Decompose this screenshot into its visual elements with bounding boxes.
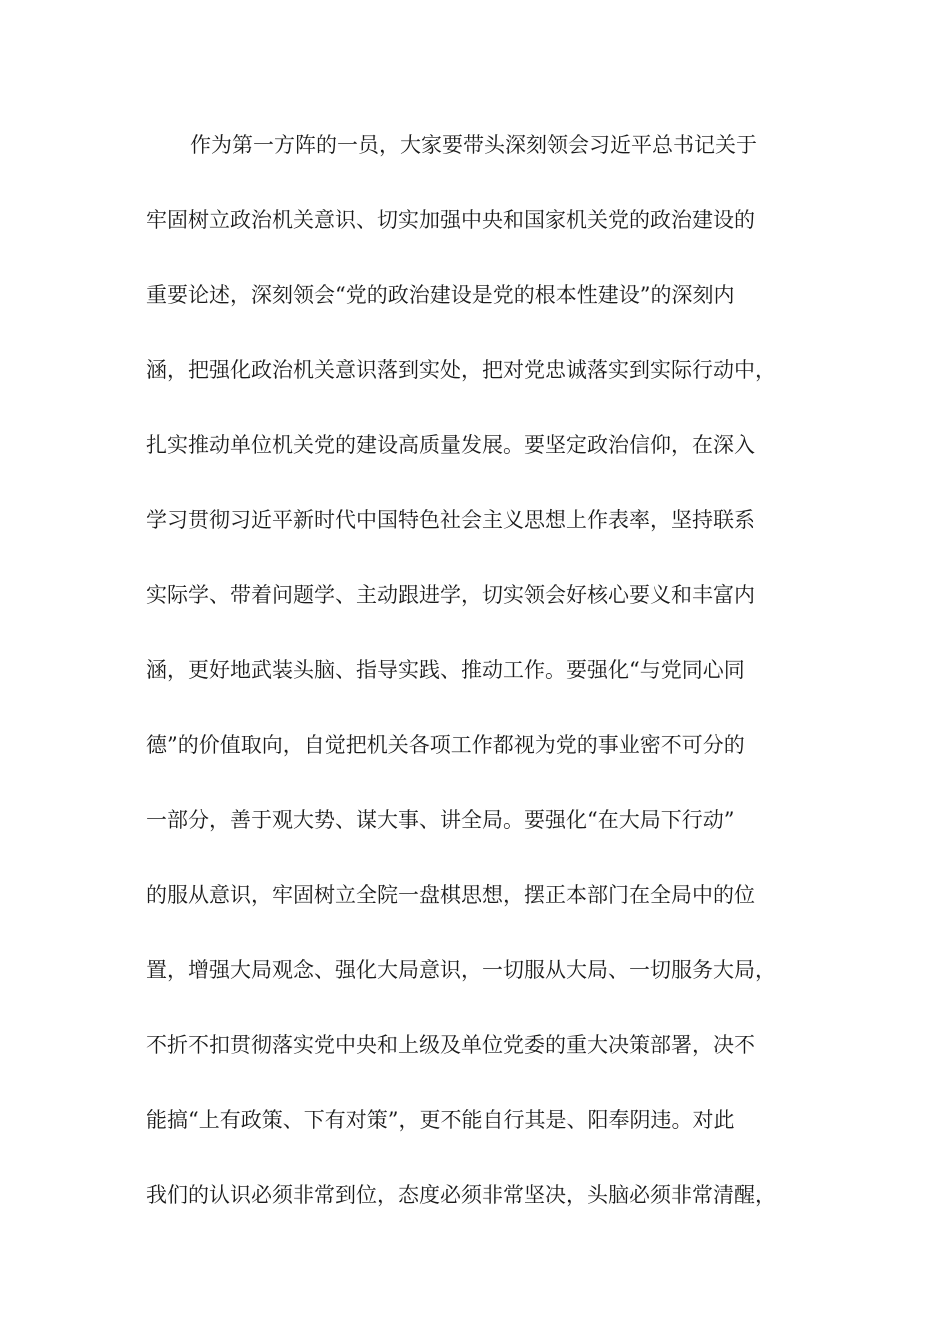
text-line-1: 作为第一方阵的一员，大家要带头深刻领会习近平总书记关于 (190, 133, 757, 157)
text-line-12: 置，增强大局观念、强化大局意识，一切服从大局、一切服务大局， (146, 958, 776, 982)
text-line-10: 一部分，善于观大势、谋大事、讲全局。要强化“在大局下行动” (146, 808, 735, 832)
text-line-5: 扎实推动单位机关党的建设高质量发展。要坚定政治信仰，在深入 (146, 433, 755, 457)
text-line-7: 实际学、带着问题学、主动跟进学，切实领会好核心要义和丰富内 (146, 583, 755, 607)
text-line-6: 学习贯彻习近平新时代中国特色社会主义思想上作表率，坚持联系 (146, 508, 755, 532)
text-line-2: 牢固树立政治机关意识、切实加强中央和国家机关党的政治建设的 (146, 208, 755, 232)
text-line-3: 重要论述，深刻领会“党的政治建设是党的根本性建设”的深刻内 (146, 283, 735, 307)
text-line-15: 我们的认识必须非常到位，态度必须非常坚决，头脑必须非常清醒， (146, 1183, 776, 1207)
text-line-8: 涵，更好地武装头脑、指导实践、推动工作。要强化“与党同心同 (146, 658, 745, 682)
text-line-11: 的服从意识，牢固树立全院一盘棋思想，摆正本部门在全局中的位 (146, 883, 755, 907)
text-line-9: 德”的价值取向，自觉把机关各项工作都视为党的事业密不可分的 (146, 733, 745, 757)
text-line-14: 能搞“上有政策、下有对策”，更不能自行其是、阳奉阴违。对此 (146, 1108, 735, 1132)
text-line-13: 不折不扣贯彻落实党中央和上级及单位党委的重大决策部署，决不 (146, 1033, 755, 1057)
text-line-4: 涵，把强化政治机关意识落到实处，把对党忠诚落实到实际行动中， (146, 358, 776, 382)
